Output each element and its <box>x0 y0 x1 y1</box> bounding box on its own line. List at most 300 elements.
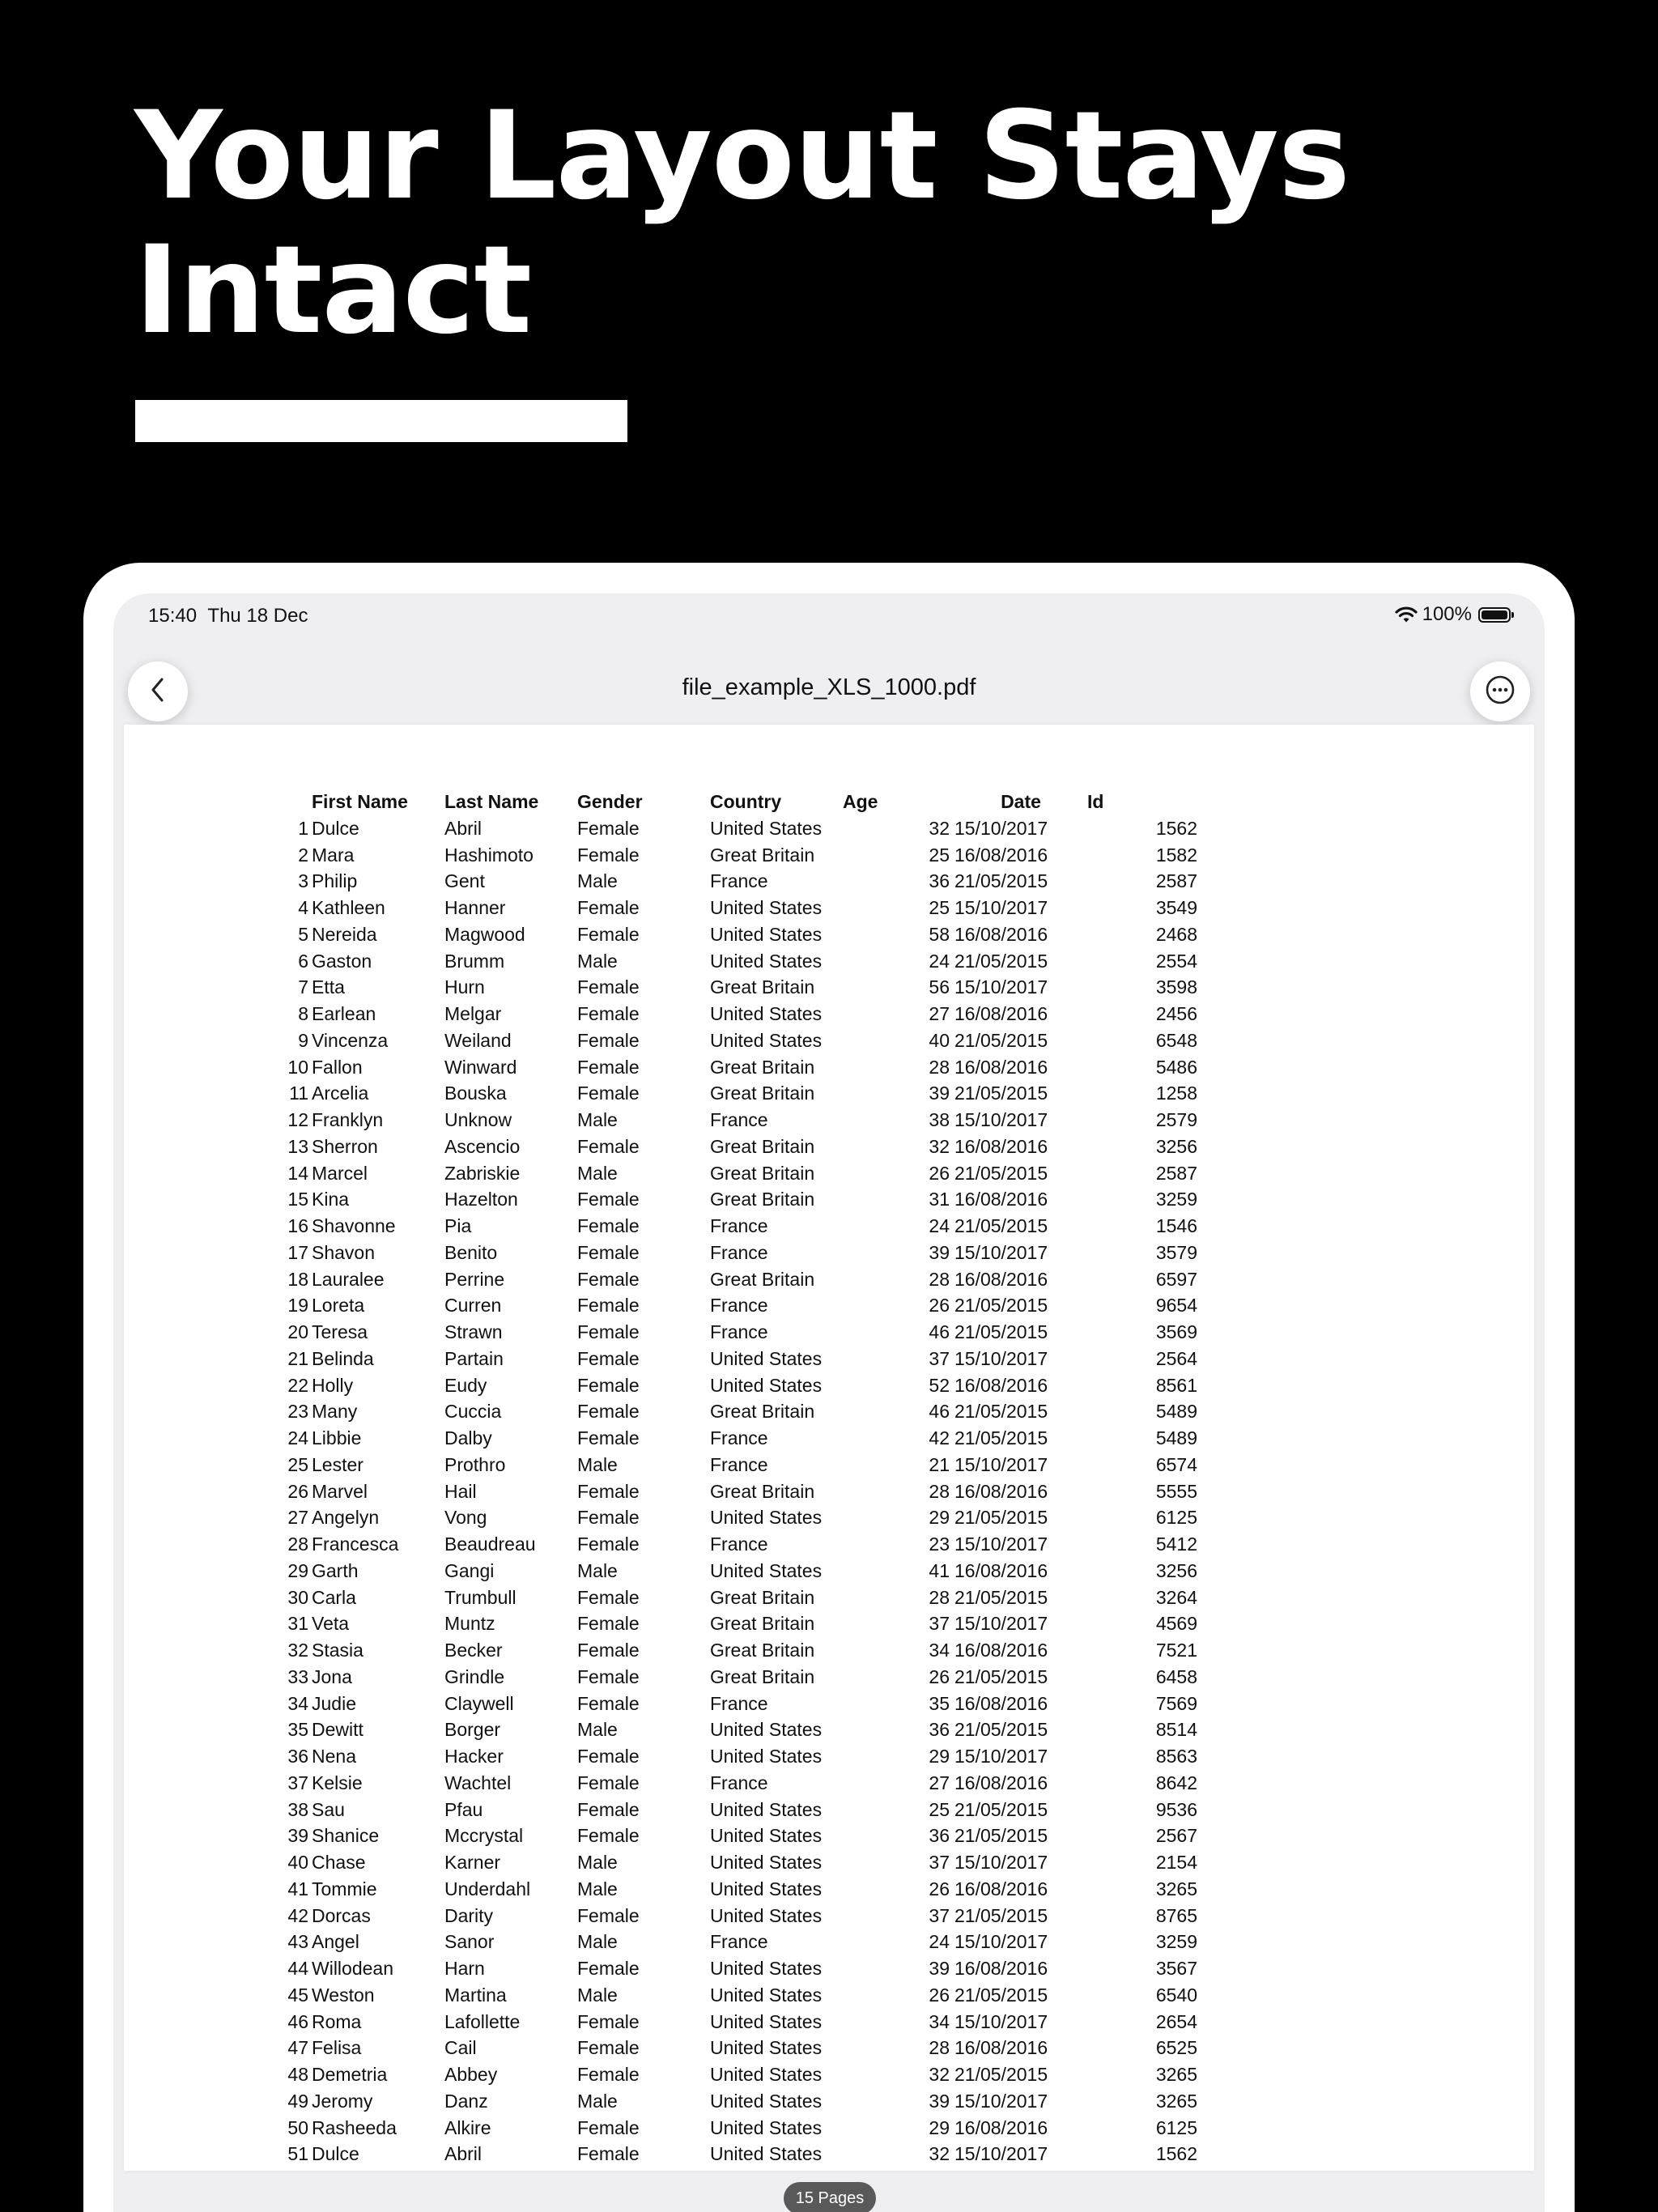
last-name-cell: Abbey <box>444 2064 498 2085</box>
last-name-cell: Beaudreau <box>444 1534 536 1555</box>
country-cell: United States <box>710 1507 823 1529</box>
id-cell: 8765 <box>1155 1904 1197 1926</box>
gender-cell: Female <box>577 1904 640 1926</box>
table-row <box>278 1452 1197 1478</box>
row-index: 22 <box>287 1374 308 1396</box>
date-cell: 16/08/2016 <box>954 1189 1048 1210</box>
row-index: 10 <box>287 1056 308 1078</box>
age-cell: 23 <box>929 1534 950 1555</box>
table-row <box>278 1982 1197 2009</box>
last-name-cell: Grindle <box>444 1665 505 1687</box>
last-name-cell: Eudy <box>444 1374 487 1396</box>
id-cell: 3256 <box>1155 1135 1197 1157</box>
id-cell: 2567 <box>1155 1825 1197 1847</box>
row-index: 50 <box>287 2116 308 2138</box>
table-row <box>278 1955 1197 1982</box>
gender-cell: Male <box>577 1109 618 1130</box>
last-name-cell: Hurn <box>444 976 485 998</box>
date-cell: 15/10/2017 <box>954 1347 1048 1369</box>
gender-cell: Male <box>577 870 618 892</box>
last-name-cell: Curren <box>444 1295 502 1317</box>
date-cell: 15/10/2017 <box>954 1746 1048 1767</box>
age-cell: 25 <box>929 1798 950 1820</box>
country-cell: France <box>710 1215 768 1236</box>
first-name-cell: Lauralee <box>312 1268 385 1290</box>
last-name-cell: Underdahl <box>444 1878 531 1899</box>
age-cell: 29 <box>929 1507 950 1529</box>
id-cell: 3265 <box>1155 2064 1197 2085</box>
country-cell: Great Britain <box>710 1401 815 1423</box>
id-cell: 3265 <box>1155 1878 1197 1899</box>
age-cell: 37 <box>929 1904 950 1926</box>
gender-cell: Male <box>577 1162 618 1184</box>
last-name-cell: Hashimoto <box>444 844 534 866</box>
age-cell: 38 <box>929 1109 950 1130</box>
date-cell: 21/05/2015 <box>954 1401 1048 1423</box>
last-name-cell: Karner <box>444 1852 501 1873</box>
table-row <box>278 1664 1197 1691</box>
first-name-cell: Lester <box>312 1453 363 1475</box>
table-row <box>278 2061 1197 2088</box>
first-name-cell: Nena <box>312 1746 356 1767</box>
last-name-cell: Alkire <box>444 2116 491 2138</box>
age-cell: 36 <box>929 1719 950 1741</box>
age-cell: 52 <box>929 1374 950 1396</box>
row-index: 29 <box>287 1559 308 1581</box>
first-name-cell: Roma <box>312 2010 362 2032</box>
first-name-cell: Mara <box>312 844 355 866</box>
last-name-cell: Partain <box>444 1347 504 1369</box>
date-cell: 21/05/2015 <box>954 1586 1048 1608</box>
country-cell: United States <box>710 2010 823 2032</box>
first-name-cell: Rasheeda <box>312 2116 397 2138</box>
more-options-button[interactable] <box>1470 661 1530 721</box>
first-name-cell: Weston <box>312 1984 375 2006</box>
table-row <box>278 1266 1197 1293</box>
row-index: 12 <box>287 1109 308 1130</box>
last-name-cell: Trumbull <box>444 1586 517 1608</box>
first-name-cell: Belinda <box>312 1347 374 1369</box>
country-cell: France <box>710 1772 768 1793</box>
first-name-cell: Shanice <box>312 1825 380 1847</box>
last-name-cell: Hail <box>444 1480 477 1502</box>
gender-cell: Female <box>577 2116 640 2138</box>
date-cell: 15/10/2017 <box>954 976 1048 998</box>
date-cell: 21/05/2015 <box>954 870 1048 892</box>
age-cell: 26 <box>929 1665 950 1687</box>
row-index: 36 <box>287 1746 308 1767</box>
gender-cell: Female <box>577 1772 640 1793</box>
id-cell: 3569 <box>1155 1321 1197 1342</box>
country-cell: United States <box>710 1798 823 1820</box>
row-index: 38 <box>287 1798 308 1820</box>
country-cell: United States <box>710 2090 823 2112</box>
row-index: 13 <box>287 1135 308 1157</box>
wifi-icon <box>1395 606 1418 623</box>
first-name-cell: Marvel <box>312 1480 368 1502</box>
last-name-cell: Becker <box>444 1640 503 1661</box>
date-cell: 21/05/2015 <box>954 1798 1048 1820</box>
table-row <box>278 895 1197 921</box>
last-name-cell: Cuccia <box>444 1401 502 1423</box>
country-cell: Great Britain <box>710 1480 815 1502</box>
date-cell: 16/08/2016 <box>954 2037 1048 2059</box>
country-cell: Great Britain <box>710 1268 815 1290</box>
id-cell: 2587 <box>1155 1162 1197 1184</box>
last-name-cell: Weiland <box>444 1029 512 1051</box>
first-name-cell: Jona <box>312 1665 352 1687</box>
row-index: 5 <box>298 923 308 945</box>
id-cell: 4569 <box>1155 1613 1197 1635</box>
first-name-cell: Sherron <box>312 1135 378 1157</box>
country-cell: France <box>710 1321 768 1342</box>
first-name-cell: Sau <box>312 1798 345 1820</box>
table-row <box>278 842 1197 869</box>
age-cell: 26 <box>929 1984 950 2006</box>
age-cell: 37 <box>929 1613 950 1635</box>
country-cell: France <box>710 1453 768 1475</box>
country-cell: United States <box>710 2064 823 2085</box>
first-name-cell: Dorcas <box>312 1904 371 1926</box>
row-index: 49 <box>287 2090 308 2112</box>
country-cell: France <box>710 1427 768 1448</box>
date-cell: 21/05/2015 <box>954 1215 1048 1236</box>
country-cell: United States <box>710 2037 823 2059</box>
row-index: 44 <box>287 1958 308 1979</box>
age-cell: 32 <box>929 2064 950 2085</box>
row-index: 33 <box>287 1665 308 1687</box>
row-index: 17 <box>287 1241 308 1263</box>
age-cell: 40 <box>929 1029 950 1051</box>
id-cell: 6125 <box>1155 1507 1197 1529</box>
battery-icon <box>1478 607 1511 623</box>
status-date: Thu 18 Dec <box>207 605 308 627</box>
country-cell: United States <box>710 1984 823 2006</box>
gender-cell: Female <box>577 2143 640 2165</box>
first-name-cell: Garth <box>312 1559 359 1581</box>
gender-cell: Female <box>577 2010 640 2032</box>
table-row <box>278 921 1197 948</box>
country-cell: United States <box>710 1719 823 1741</box>
date-cell: 16/08/2016 <box>954 1480 1048 1502</box>
id-cell: 5486 <box>1155 1056 1197 1078</box>
country-cell: France <box>710 1241 768 1263</box>
first-name-cell: Angel <box>312 1931 359 1953</box>
row-index: 15 <box>287 1189 308 1210</box>
age-cell: 58 <box>929 923 950 945</box>
last-name-cell: Prothro <box>444 1453 506 1475</box>
first-name-cell: Dulce <box>312 2143 359 2165</box>
id-cell: 6574 <box>1155 1453 1197 1475</box>
last-name-cell: Danz <box>444 2090 488 2112</box>
gender-cell: Female <box>577 1534 640 1555</box>
country-cell: France <box>710 1295 768 1317</box>
last-name-cell: Ascencio <box>444 1135 521 1157</box>
id-cell: 1582 <box>1155 844 1197 866</box>
table-row <box>278 1585 1197 1611</box>
country-cell: Great Britain <box>710 1613 815 1635</box>
last-name-cell: Gent <box>444 870 485 892</box>
date-cell: 16/08/2016 <box>954 1374 1048 1396</box>
first-name-cell: Willodean <box>312 1958 393 1979</box>
country-cell: Great Britain <box>710 1189 815 1210</box>
table-row <box>278 1531 1197 1558</box>
id-cell: 3256 <box>1155 1559 1197 1581</box>
gender-cell: Female <box>577 2037 640 2059</box>
date-cell: 15/10/2017 <box>954 1931 1048 1953</box>
row-index: 27 <box>287 1507 308 1529</box>
date-cell: 16/08/2016 <box>954 2116 1048 2138</box>
last-name-cell: Brumm <box>444 950 505 972</box>
last-name-cell: Dalby <box>444 1427 492 1448</box>
table-row <box>278 1903 1197 1929</box>
header-gender: Gender <box>577 791 643 812</box>
id-cell: 6125 <box>1155 2116 1197 2138</box>
first-name-cell: Francesca <box>312 1534 399 1555</box>
status-time-date <box>148 605 308 627</box>
first-name-cell: Kelsie <box>312 1772 363 1793</box>
country-cell: United States <box>710 1029 823 1051</box>
age-cell: 24 <box>929 1215 950 1236</box>
first-name-cell: Libbie <box>312 1427 362 1448</box>
age-cell: 28 <box>929 1268 950 1290</box>
table-row <box>278 1610 1197 1637</box>
gender-cell: Female <box>577 844 640 866</box>
last-name-cell: Martina <box>444 1984 507 2006</box>
first-name-cell: Loreta <box>312 1295 365 1317</box>
table-row <box>278 1054 1197 1081</box>
age-cell: 32 <box>929 817 950 839</box>
page-count-badge: 15 Pages <box>784 2182 876 2212</box>
country-cell: United States <box>710 1904 823 1926</box>
age-cell: 34 <box>929 1640 950 1661</box>
row-index: 48 <box>287 2064 308 2085</box>
first-name-cell: Shavonne <box>312 1215 396 1236</box>
country-cell: United States <box>710 1347 823 1369</box>
pdf-page[interactable] <box>124 725 1534 2171</box>
headline-underline-bar <box>135 400 627 442</box>
header-first-name: First Name <box>312 791 408 812</box>
first-name-cell: Demetria <box>312 2064 388 2085</box>
table-row <box>278 1240 1197 1266</box>
country-cell: United States <box>710 950 823 972</box>
gender-cell: Male <box>577 1559 618 1581</box>
gender-cell: Female <box>577 1746 640 1767</box>
id-cell: 3579 <box>1155 1241 1197 1263</box>
country-cell: Great Britain <box>710 1056 815 1078</box>
country-cell: United States <box>710 1374 823 1396</box>
header-date: Date <box>1001 791 1041 812</box>
id-cell: 6548 <box>1155 1029 1197 1051</box>
first-name-cell: Kina <box>312 1189 350 1210</box>
row-index: 20 <box>287 1321 308 1342</box>
gender-cell: Female <box>577 897 640 918</box>
last-name-cell: Wachtel <box>444 1772 512 1793</box>
row-index: 21 <box>287 1347 308 1369</box>
gender-cell: Female <box>577 1215 640 1236</box>
country-cell: United States <box>710 1878 823 1899</box>
date-cell: 21/05/2015 <box>954 2064 1048 2085</box>
table-row <box>278 1080 1197 1107</box>
header-last-name: Last Name <box>444 791 539 812</box>
last-name-cell: Claywell <box>444 1692 514 1714</box>
gender-cell: Female <box>577 1321 640 1342</box>
country-cell: France <box>710 1534 768 1555</box>
row-index: 11 <box>289 1083 308 1104</box>
date-cell: 15/10/2017 <box>954 817 1048 839</box>
row-index: 16 <box>287 1215 308 1236</box>
last-name-cell: Vong <box>444 1507 487 1529</box>
row-index: 41 <box>287 1878 308 1899</box>
status-bar <box>113 593 1545 639</box>
date-cell: 16/08/2016 <box>954 1003 1048 1024</box>
id-cell: 3567 <box>1155 1958 1197 1979</box>
table-row <box>278 1743 1197 1770</box>
first-name-cell: Judie <box>312 1692 356 1714</box>
age-cell: 32 <box>929 2143 950 2165</box>
last-name-cell: Hacker <box>444 1746 504 1767</box>
country-cell: Great Britain <box>710 1665 815 1687</box>
date-cell: 21/05/2015 <box>954 1427 1048 1448</box>
gender-cell: Female <box>577 1427 640 1448</box>
date-cell: 16/08/2016 <box>954 1056 1048 1078</box>
last-name-cell: Sanor <box>444 1931 495 1953</box>
table-row <box>278 1398 1197 1425</box>
last-name-cell: Winward <box>444 1056 517 1078</box>
table-row <box>278 2115 1197 2142</box>
first-name-cell: Dulce <box>312 817 359 839</box>
country-cell: United States <box>710 1559 823 1581</box>
date-cell: 15/10/2017 <box>954 2090 1048 2112</box>
row-index: 8 <box>298 1003 308 1024</box>
first-name-cell: Teresa <box>312 1321 368 1342</box>
first-name-cell: Etta <box>312 976 345 998</box>
gender-cell: Female <box>577 1665 640 1687</box>
last-name-cell: Lafollette <box>444 2010 521 2032</box>
first-name-cell: Chase <box>312 1852 366 1873</box>
first-name-cell: Many <box>312 1401 358 1423</box>
age-cell: 24 <box>929 1931 950 1953</box>
date-cell: 21/05/2015 <box>954 1825 1048 1847</box>
last-name-cell: Perrine <box>444 1268 505 1290</box>
age-cell: 36 <box>929 1825 950 1847</box>
date-cell: 16/08/2016 <box>954 1640 1048 1661</box>
date-cell: 16/08/2016 <box>954 1559 1048 1581</box>
gender-cell: Female <box>577 817 640 839</box>
gender-cell: Female <box>577 1374 640 1396</box>
battery-percent: 100% <box>1422 603 1472 625</box>
country-cell: Great Britain <box>710 1162 815 1184</box>
first-name-cell: Philip <box>312 870 358 892</box>
date-cell: 16/08/2016 <box>954 1135 1048 1157</box>
table-row <box>278 1425 1197 1452</box>
table-row <box>278 815 1197 842</box>
id-cell: 9654 <box>1155 1295 1197 1317</box>
first-name-cell: Veta <box>312 1613 350 1635</box>
date-cell: 15/10/2017 <box>954 1852 1048 1873</box>
first-name-cell: Jeromy <box>312 2090 373 2112</box>
country-cell: France <box>710 1692 768 1714</box>
row-index: 32 <box>287 1640 308 1661</box>
country-cell: France <box>710 1109 768 1130</box>
date-cell: 21/05/2015 <box>954 1162 1048 1184</box>
age-cell: 25 <box>929 897 950 918</box>
last-name-cell: Darity <box>444 1904 494 1926</box>
table-row <box>278 1716 1197 1743</box>
gender-cell: Female <box>577 1295 640 1317</box>
header-index <box>278 789 312 815</box>
gender-cell: Female <box>577 1241 640 1263</box>
table-row <box>278 1186 1197 1213</box>
date-cell: 15/10/2017 <box>954 1453 1048 1475</box>
last-name-cell: Zabriskie <box>444 1162 521 1184</box>
row-index: 35 <box>287 1719 308 1741</box>
country-cell: United States <box>710 923 823 945</box>
country-cell: United States <box>710 1852 823 1873</box>
table-row <box>278 1001 1197 1027</box>
country-cell: United States <box>710 817 823 839</box>
date-cell: 21/05/2015 <box>954 1665 1048 1687</box>
gender-cell: Female <box>577 1798 640 1820</box>
date-cell: 15/10/2017 <box>954 2143 1048 2165</box>
id-cell: 2564 <box>1155 1347 1197 1369</box>
first-name-cell: Shavon <box>312 1241 376 1263</box>
gender-cell: Female <box>577 1083 640 1104</box>
header-country: Country <box>710 791 782 812</box>
row-index: 3 <box>298 870 308 892</box>
id-cell: 2579 <box>1155 1109 1197 1130</box>
date-cell: 16/08/2016 <box>954 1268 1048 1290</box>
last-name-cell: Abril <box>444 817 483 839</box>
table-row <box>278 1160 1197 1187</box>
gender-cell: Male <box>577 950 618 972</box>
age-cell: 24 <box>929 950 950 972</box>
country-cell: United States <box>710 2143 823 2165</box>
table-row <box>278 2009 1197 2035</box>
date-cell: 16/08/2016 <box>954 923 1048 945</box>
date-cell: 21/05/2015 <box>954 1984 1048 2006</box>
table-row <box>278 2088 1197 2115</box>
row-index: 6 <box>298 950 308 972</box>
age-cell: 28 <box>929 1480 950 1502</box>
id-cell: 5412 <box>1155 1534 1197 1555</box>
last-name-cell: Hazelton <box>444 1189 518 1210</box>
document-title: file_example_XLS_1000.pdf <box>682 674 976 700</box>
date-cell: 21/05/2015 <box>954 1083 1048 1104</box>
last-name-cell: Melgar <box>444 1003 502 1024</box>
country-cell: United States <box>710 1746 823 1767</box>
gender-cell: Male <box>577 1984 618 2006</box>
age-cell: 37 <box>929 1852 950 1873</box>
gender-cell: Female <box>577 1613 640 1635</box>
last-name-cell: Bouska <box>444 1083 507 1104</box>
date-cell: 21/05/2015 <box>954 1719 1048 1741</box>
first-name-cell: Gaston <box>312 950 372 972</box>
first-name-cell: Carla <box>312 1586 356 1608</box>
table-row <box>278 2035 1197 2061</box>
id-cell: 9536 <box>1155 1798 1197 1820</box>
date-cell: 21/05/2015 <box>954 1029 1048 1051</box>
first-name-cell: Nereida <box>312 923 377 945</box>
id-cell: 3259 <box>1155 1189 1197 1210</box>
gender-cell: Male <box>577 1852 618 1873</box>
gender-cell: Female <box>577 1958 640 1979</box>
last-name-cell: Pia <box>444 1215 472 1236</box>
age-cell: 29 <box>929 2116 950 2138</box>
id-cell: 8563 <box>1155 1746 1197 1767</box>
date-cell: 21/05/2015 <box>954 1904 1048 1926</box>
age-cell: 39 <box>929 2090 950 2112</box>
